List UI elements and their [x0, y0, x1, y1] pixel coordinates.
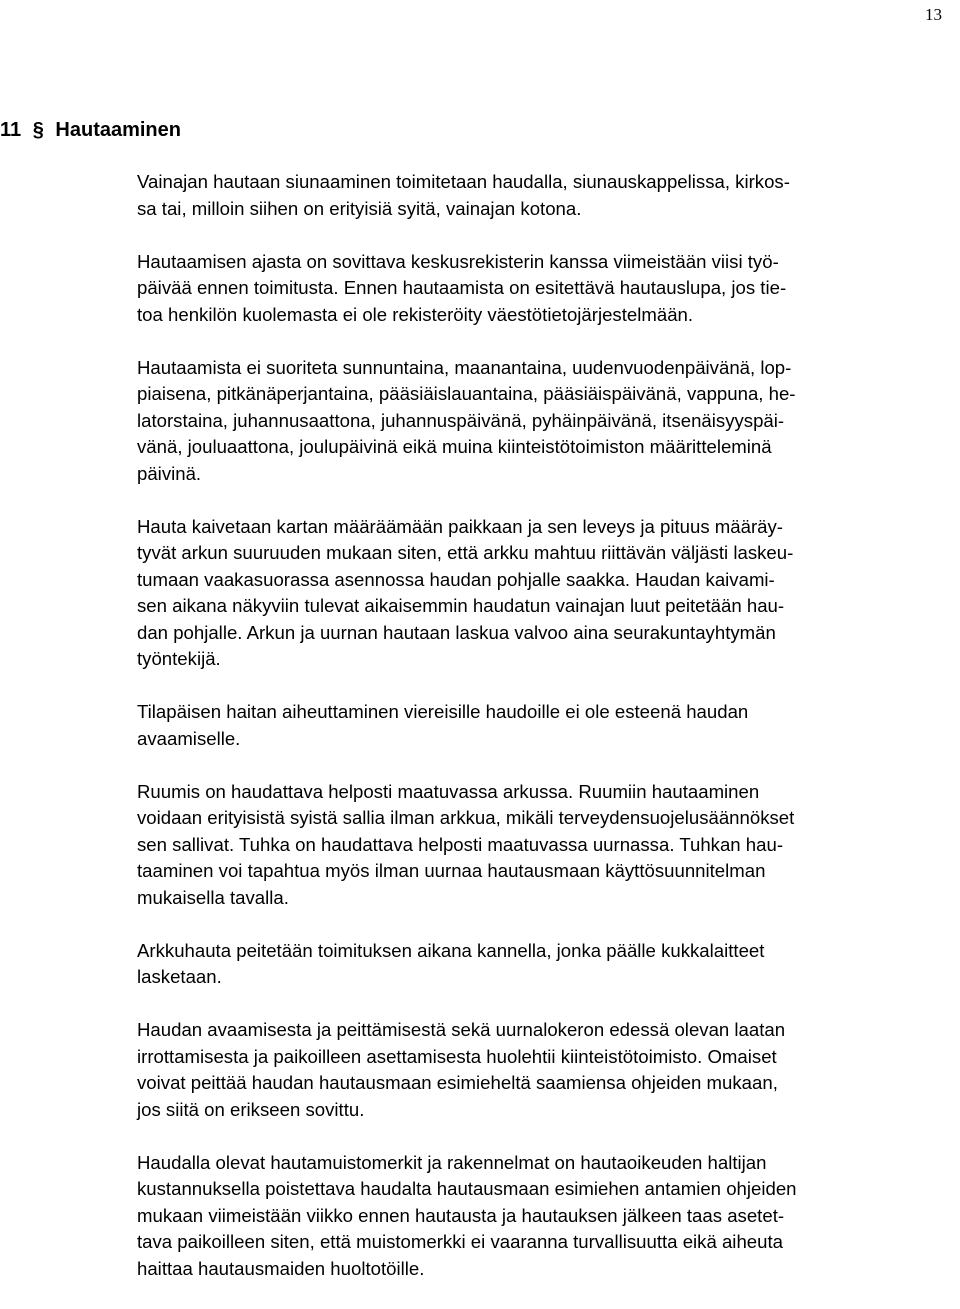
text-line: toa henkilön kuolemasta ei ole rekisteröity väestötietojärjestelmään. [137, 303, 694, 325]
text-line: irrottamisesta ja paikoilleen asettamisesta huolehtii kiinteistötoimisto. Omaiset [137, 1045, 777, 1067]
text-line: Tilapäisen haitan aiheuttaminen viereisille haudoille ei ole esteenä haudan [137, 701, 749, 722]
text-line: haittaa hautausmaiden huoltotöille. [137, 1257, 425, 1279]
text-line: mukaan viimeistään viikko ennen hautausta ja hautauksen jälkeen taas asetet- [137, 1204, 785, 1226]
text-line: tumaan vaakasuorassa asennossa haudan pohjalle saakka. Haudan kaivami- [137, 568, 775, 590]
text-line: dan pohjalle. Arkun ja uurnan hautaan laskua valvoo aina seurakuntayhtymän [137, 621, 776, 643]
text-line: Haudalla olevat hautamuistomerkit ja rakennelmat on hautaoikeuden haltijan [137, 1151, 767, 1173]
paragraph-3 [137, 355, 957, 488]
text-line: piaisena, pitkänäperjantaina, pääsiäislauantaina, pääsiäispäivänä, vappuna, he- [137, 383, 796, 404]
section-number: 11 [0, 119, 22, 141]
text-line: sen sallivat. Tuhka on haudattava helposti maatuvassa uurnassa. Tuhkan hau- [137, 833, 784, 855]
text-line: päivinä. [137, 462, 202, 484]
text-line: Hautaamista ei suoriteta sunnuntaina, maanantaina, uudenvuodenpäivänä, lop- [137, 356, 792, 378]
section-symbol: § [32, 119, 44, 141]
text-line: Hautaamisen ajasta on sovittava keskusrekisterin kanssa viimeistään viisi työ- [137, 250, 779, 272]
paragraph-4 [137, 514, 957, 673]
text-line: päivää ennen toimitusta. Ennen hautaamista on esitettävä hautauslupa, jos tie- [137, 277, 787, 298]
text-line: sa tai, milloin siihen on erityisiä syitä, vainajan kotona. [137, 197, 582, 219]
paragraph-5 [137, 699, 957, 752]
paragraph-1 [137, 169, 957, 222]
text-line: mukaisella tavalla. [137, 886, 289, 908]
text-line: lasketaan. [137, 966, 222, 987]
text-line: voidaan erityisistä syistä sallia ilman arkkua, mikäli terveydensuojelusäännökset [137, 807, 795, 828]
paragraph-7 [137, 938, 957, 991]
paragraph-2 [137, 249, 957, 329]
text-line: avaamiselle. [137, 727, 241, 749]
text-line: kustannuksella poistettava haudalta hautausmaan esimiehen antamien ohjeiden [137, 1178, 797, 1199]
text-line: Vainajan hautaan siunaaminen toimitetaan haudalla, siunauskappelissa, kirkos- [137, 171, 790, 192]
page-number: 13 [925, 5, 942, 24]
paragraph-6 [137, 779, 957, 912]
text-line: sen aikana näkyviin tulevat aikaisemmin haudatun vainajan luut peitetään hau- [137, 595, 785, 616]
text-line: työntekijä. [137, 648, 221, 669]
paragraph-8 [137, 1017, 957, 1123]
section-title: Hautaaminen [55, 119, 181, 141]
text-line: voivat peittää haudan hautausmaan esimieheltä saamiensa ohjeiden mukaan, [137, 1072, 778, 1093]
text-line: taaminen voi tapahtua myös ilman uurnaa hautausmaan käyttösuunnitelman [137, 860, 766, 881]
section-body [137, 169, 957, 1309]
text-line: Haudan avaamisesta ja peittämisestä sekä uurnalokeron edessä olevan laatan [137, 1019, 786, 1040]
text-line: latorstaina, juhannusaattona, juhannuspäivänä, pyhäinpäivänä, itsenäisyyspäi- [137, 409, 785, 431]
text-line: tava paikoilleen siten, että muistomerkki ei vaaranna turvallisuutta eikä aiheuta [137, 1231, 783, 1252]
section-heading [0, 117, 181, 143]
text-line: tyvät arkun suuruuden mukaan siten, että arkku mahtuu riittävän väljästi laskeu- [137, 542, 794, 563]
text-line: Hauta kaivetaan kartan määräämään paikkaan ja sen leveys ja pituus määräy- [137, 515, 783, 537]
text-line: jos siitä on erikseen sovittu. [137, 1098, 365, 1120]
text-line: vänä, jouluaattona, joulupäivinä eikä muina kiinteistötoimiston määritteleminä [137, 436, 772, 457]
text-line: Ruumis on haudattava helposti maatuvassa arkussa. Ruumiin hautaaminen [137, 780, 760, 802]
text-line: Arkkuhauta peitetään toimituksen aikana kannella, jonka päälle kukkalaitteet [137, 939, 765, 961]
paragraph-9 [137, 1150, 957, 1283]
